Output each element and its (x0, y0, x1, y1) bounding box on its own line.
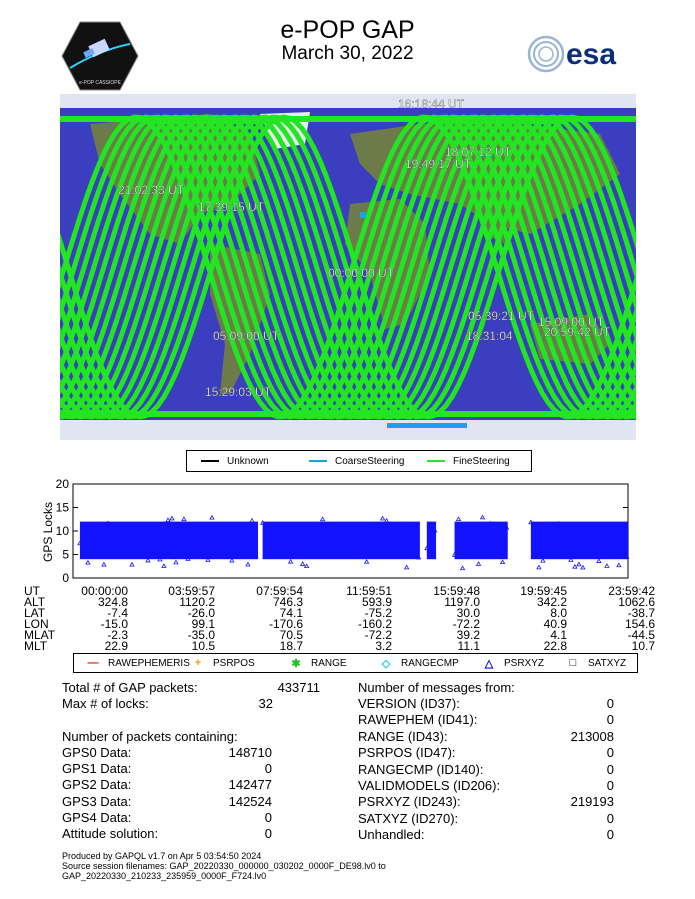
message-value: 219193 (570, 794, 614, 810)
row-label-lon: LON (24, 617, 49, 631)
psrxyz-symbol-icon: △ (484, 657, 494, 670)
legend-satxyz (566, 654, 626, 672)
map-time-label: 05:39:21 UT (468, 309, 535, 323)
cell-ut: 19:59:45 (520, 584, 567, 598)
esa-logo-text: esa (566, 38, 617, 71)
footer-source-cont: GAP_20220330_210233_235959_0000F_F724.lv0 (62, 871, 267, 881)
cell-alt: 593.9 (361, 595, 392, 609)
time-position-table (0, 585, 695, 653)
legend-fine (427, 451, 510, 471)
message-label: VALIDMODELS (ID206): (358, 778, 501, 793)
footer (62, 851, 386, 881)
cell-alt: 342.2 (536, 595, 567, 609)
message-label: SATXYZ (ID270): (358, 810, 459, 826)
containing-label: GPS0 Data: (62, 745, 132, 760)
y-tick-label: 15 (55, 500, 69, 515)
message-label: RANGECMP (ID140): (358, 761, 484, 777)
locks-band (455, 522, 508, 560)
cell-ut: 15:59:48 (433, 584, 480, 598)
coarse-line-icon (309, 460, 327, 462)
map-time-label: 18:07:12 UT (445, 145, 512, 159)
locks-band (80, 522, 258, 560)
cell-mlt: 22.8 (543, 639, 567, 653)
cell-lat: 8.0 (550, 606, 567, 620)
mode-legend (186, 450, 532, 472)
legend-label: SATXYZ (588, 657, 627, 669)
map-time-label: 15:09:00 UT (538, 315, 605, 329)
cell-mlat: -35.0 (187, 628, 215, 642)
message-value: 213008 (570, 728, 614, 744)
message-value: 0 (606, 761, 614, 777)
mission-logo-text: e-POP CASSIOPE (79, 80, 121, 86)
map-time-label: 20:59:42 UT (544, 325, 611, 339)
cell-alt: 1120.2 (179, 595, 215, 609)
cell-mlat: 39.2 (456, 628, 480, 642)
rawephemeris-symbol-icon: — (87, 657, 99, 669)
containing-label: GPS4 Data: (62, 809, 132, 825)
y-tick-label: 5 (62, 547, 69, 562)
containing-value: 0 (264, 809, 272, 825)
max-locks-value: 32 (258, 696, 273, 711)
mission-logo (60, 20, 140, 92)
max-locks-label: Max # of locks: (62, 696, 149, 711)
message-value: 0 (606, 827, 614, 843)
message-label: Unhandled: (358, 827, 425, 843)
ground-track-map (60, 94, 636, 440)
unknown-line-icon (201, 460, 219, 462)
legend-label: RANGE (311, 657, 347, 669)
legend-unknown-label: Unknown (227, 455, 269, 467)
containing-value: 148710 (228, 745, 272, 760)
containing-label: GPS3 Data: (62, 793, 132, 809)
locks-band (263, 522, 420, 560)
map-time-label: 17:39:15 UT (198, 200, 265, 214)
cell-mlt: 3.2 (375, 639, 392, 653)
message-label: VERSION (ID37): (358, 696, 460, 711)
cell-mlat: 70.5 (279, 628, 303, 642)
cell-lat: -38.7 (627, 606, 655, 620)
legend-label: PSRXYZ (504, 657, 545, 669)
containing-label: GPS1 Data: (62, 761, 132, 777)
message-value: 0 (606, 745, 614, 761)
cell-mlt: 18.7 (279, 639, 303, 653)
cell-lat: 74.1 (279, 606, 303, 620)
page-title: e-POP GAP (280, 16, 415, 44)
cell-lon: -15.0 (100, 617, 128, 631)
containing-label: Attitude solution: (62, 826, 159, 841)
cell-alt: 746.3 (272, 595, 303, 609)
legend-unknown (201, 451, 269, 471)
rangecmp-symbol-icon: ◇ (381, 657, 391, 670)
cell-alt: 1062.6 (618, 595, 655, 609)
containing-value: 0 (264, 826, 272, 841)
row-label-mlt: MLT (24, 639, 48, 653)
message-label: PSRPOS (ID47): (358, 745, 456, 761)
cell-alt: 1197.0 (444, 595, 480, 609)
map-time-label: 00:00:00 UT (328, 266, 395, 280)
message-label: RAWEPHEM (ID41): (358, 712, 478, 728)
cell-lon: -170.6 (268, 617, 303, 631)
message-value: 0 (606, 712, 614, 728)
fine-line-icon (427, 460, 445, 462)
cell-mlt: 11.1 (457, 639, 480, 653)
y-tick-label: 20 (55, 477, 69, 491)
row-label-alt: ALT (24, 595, 46, 609)
map-time-label: 15:29:03 UT (205, 385, 272, 399)
cell-ut: 03:59:57 (168, 584, 215, 598)
y-axis-label: GPS Locks (41, 501, 55, 563)
cell-mlat: -44.5 (627, 628, 655, 642)
cell-lon: -72.2 (452, 617, 480, 631)
legend-rangecmp (379, 654, 459, 672)
legend-psrpos (191, 654, 255, 672)
cell-mlat: -2.3 (107, 628, 128, 642)
cell-lon: 99.1 (191, 617, 215, 631)
containing-label: GPS2 Data: (62, 777, 132, 793)
cell-mlat: -72.2 (364, 628, 392, 642)
row-label-lat: LAT (24, 606, 46, 620)
cell-lon: 40.9 (543, 617, 567, 631)
y-tick-label: 10 (55, 524, 69, 538)
map-time-label: 05:09:00 UT (213, 329, 280, 343)
coarse-mark (360, 212, 366, 218)
gps-locks-chart (40, 476, 640, 586)
y-tick-label: 0 (62, 571, 69, 585)
row-label-mlat: MLAT (24, 628, 56, 642)
legend-fine-label: FineSteering (453, 455, 510, 467)
date-subtitle: March 30, 2022 (281, 43, 414, 64)
cell-mlt: 10.7 (631, 639, 655, 653)
message-value: 0 (606, 810, 614, 826)
coarse-mark (387, 423, 467, 428)
footer-produced: Produced by GAPQL v1.7 on Apr 5 03:54:50 2024 (62, 851, 262, 861)
legend-coarse-label: CoarseSteering (335, 455, 405, 467)
cell-lat: -75.2 (364, 606, 392, 620)
legend-range (289, 654, 347, 672)
cell-lon: -160.2 (357, 617, 392, 631)
map-time-label: 16:18:44 UT (398, 97, 465, 111)
psrpos-symbol-icon: + (194, 657, 202, 669)
message-label: RANGE (ID43): (358, 728, 448, 744)
cell-lat: 30.0 (456, 606, 480, 620)
cell-mlt: 22.9 (104, 639, 128, 653)
legend-label: RAWEPHEMERIS (108, 657, 190, 669)
total-packets-label: Total # of GAP packets: (62, 680, 198, 695)
message-label: PSRXYZ (ID243): (358, 794, 461, 810)
cell-lon: 154.6 (624, 617, 655, 631)
message-value: 0 (606, 696, 614, 711)
cell-lat: -7.4 (107, 606, 128, 620)
map-time-label: 19:49:17 UT (405, 157, 472, 171)
legend-label: PSRPOS (213, 657, 255, 669)
satxyz-symbol-icon: □ (569, 657, 577, 669)
range-symbol-icon: ✱ (291, 657, 301, 670)
legend-psrxyz (482, 654, 544, 672)
containing-value: 0 (264, 761, 272, 777)
legend-rawephemeris (86, 654, 190, 672)
cell-mlat: 4.1 (550, 628, 567, 642)
cell-ut: 07:59:54 (256, 584, 303, 598)
locks-band (531, 522, 628, 560)
row-label-ut: UT (24, 584, 40, 598)
esa-logo (526, 34, 636, 74)
cell-ut: 23:59:42 (608, 584, 655, 598)
cell-alt: 324.8 (97, 595, 128, 609)
cell-lat: -26.0 (187, 606, 215, 620)
cell-mlt: 10.5 (191, 639, 215, 653)
messages-header: Number of messages from: (358, 680, 515, 695)
total-packets-value: 433711 (277, 680, 320, 695)
map-time-label: 18:31:04 (466, 329, 513, 343)
containing-header: Number of packets containing: (62, 729, 238, 744)
legend-label: RANGECMP (401, 657, 459, 669)
map-time-label: 21:02:33 UT (118, 183, 185, 197)
legend-coarse (309, 451, 404, 471)
cell-ut: 11:59:51 (346, 584, 392, 598)
footer-source: Source session filenames: GAP_20220330_000000_030202_0000F_DE98.lv0 to (62, 861, 386, 871)
containing-value: 142477 (228, 777, 272, 793)
message-value: 0 (606, 778, 614, 793)
message-legend (73, 653, 638, 673)
cell-ut: 00:00:00 (81, 584, 128, 598)
locks-band (427, 522, 436, 560)
containing-value: 142524 (228, 793, 272, 809)
